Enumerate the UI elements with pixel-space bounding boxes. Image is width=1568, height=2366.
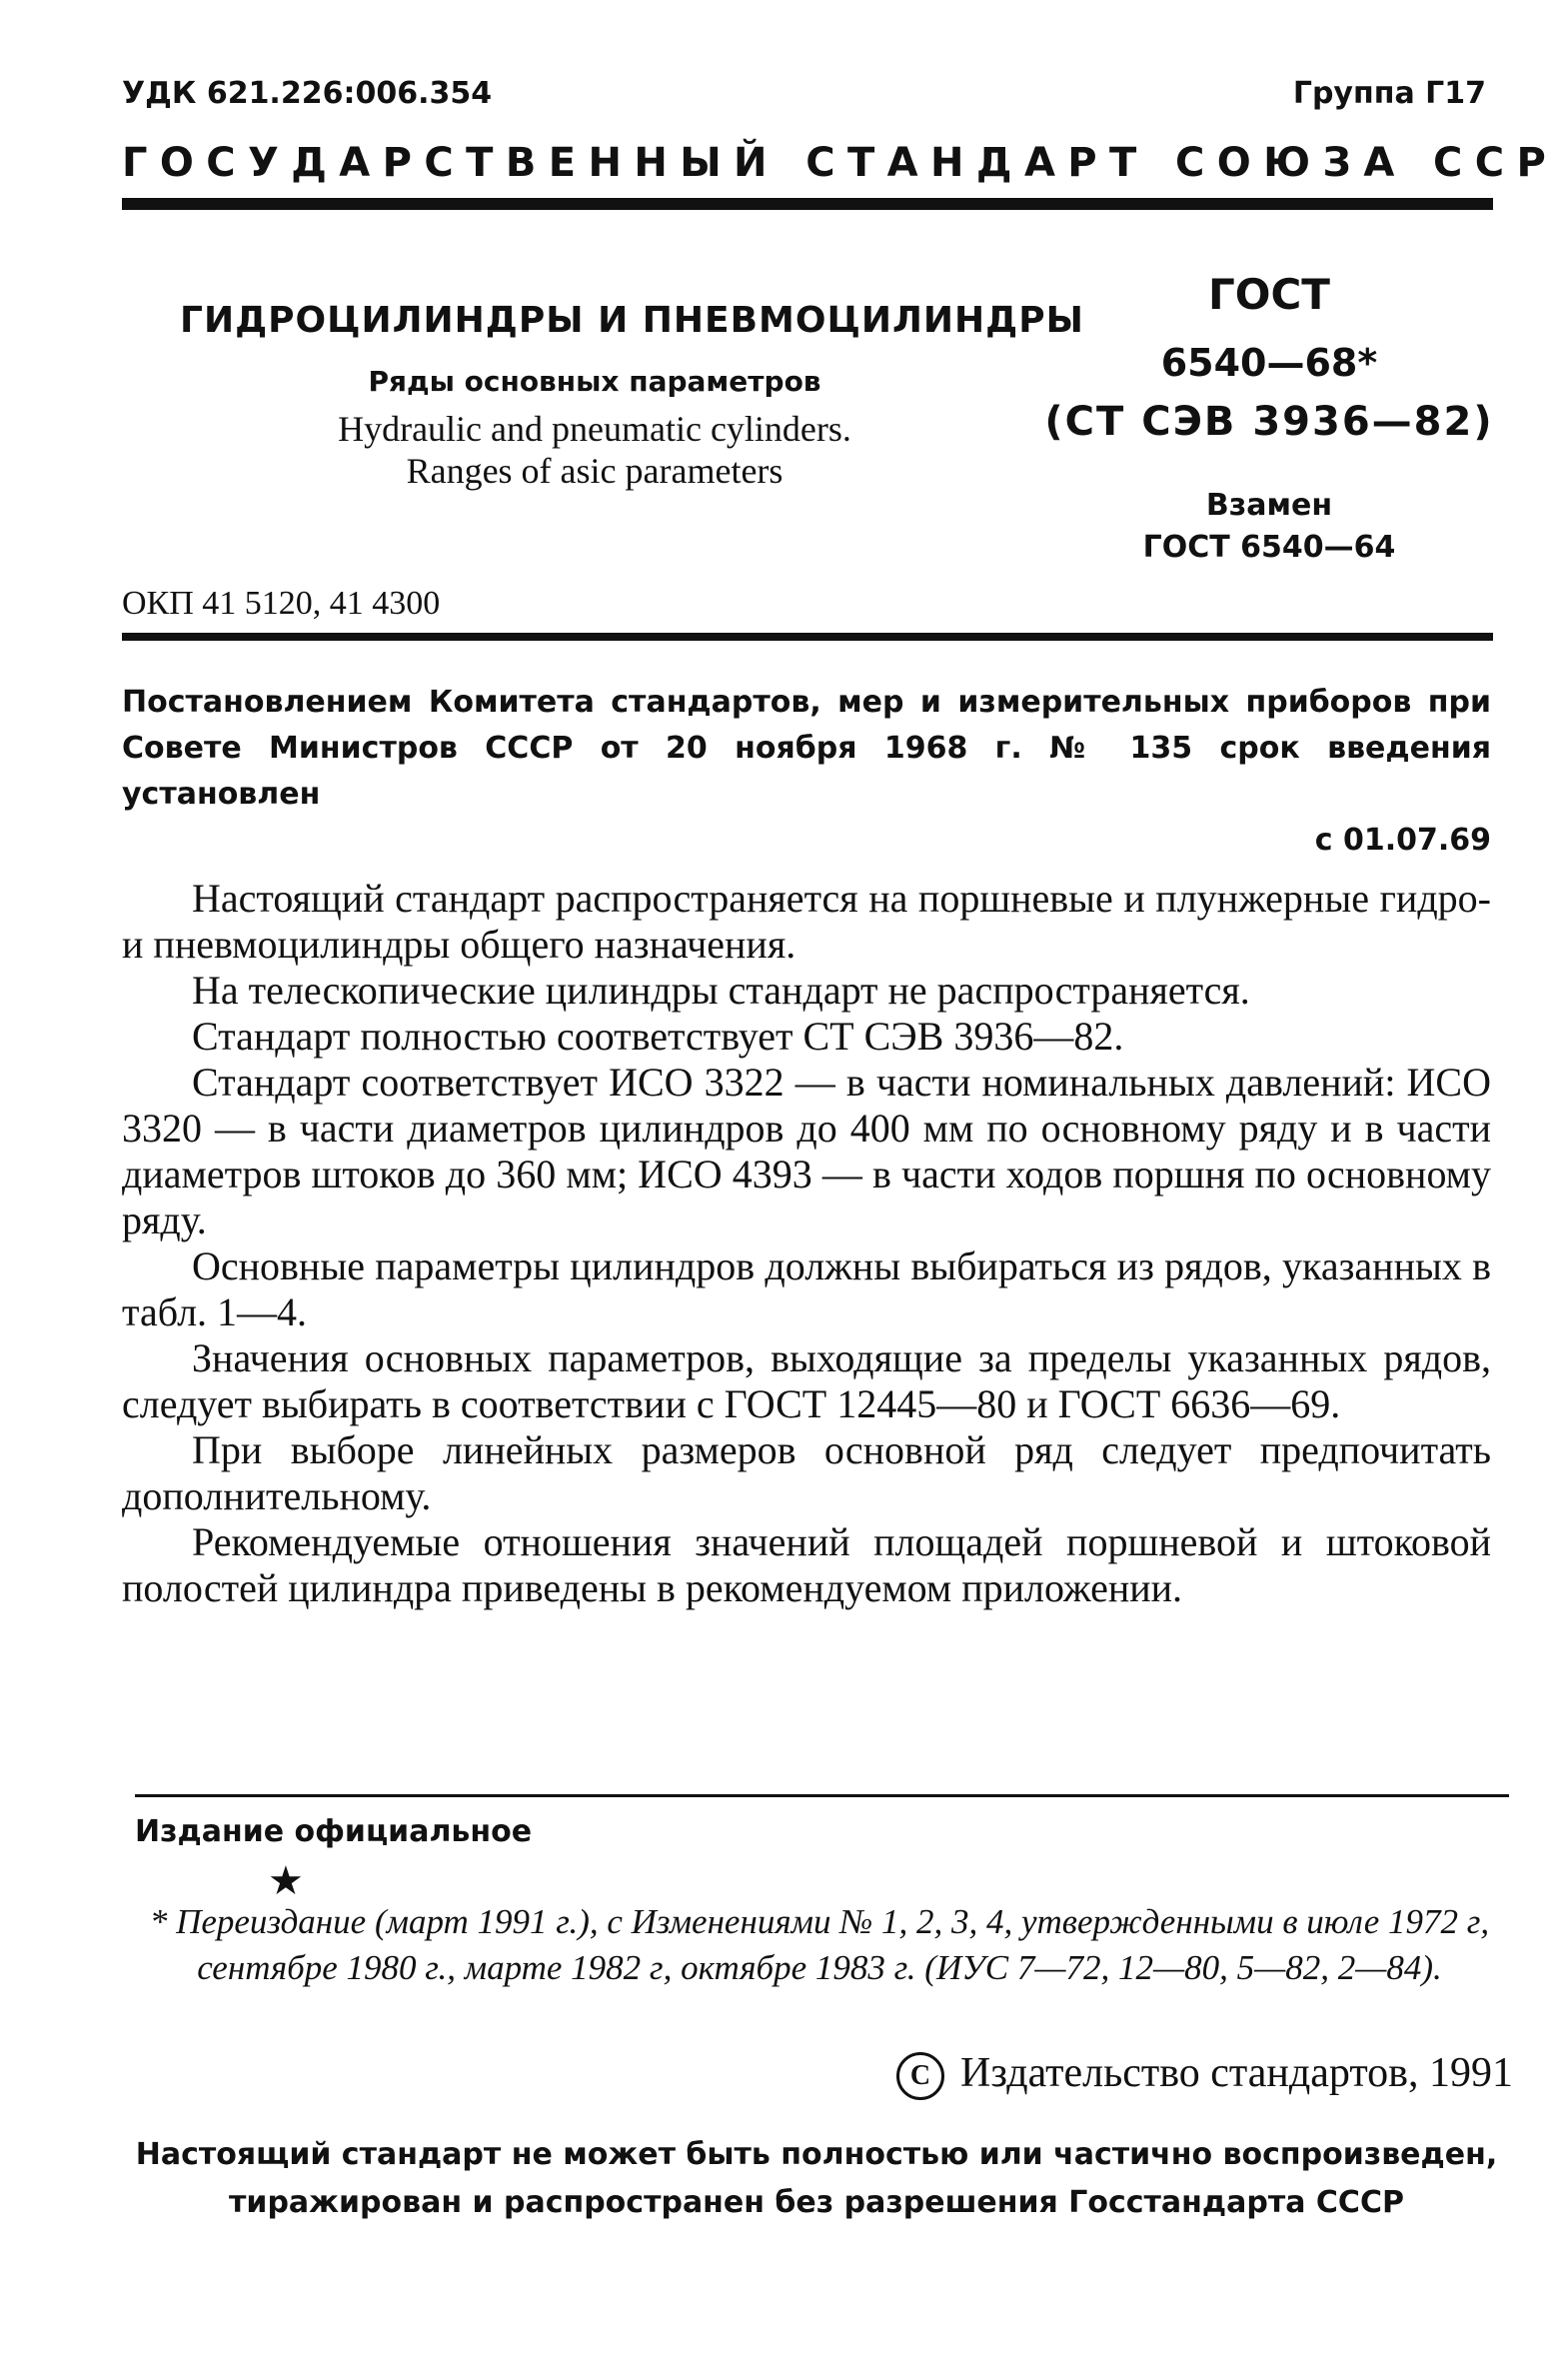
designation-block — [1039, 270, 1499, 569]
reproduction-notice: Настоящий стандарт не может быть полностью или частично воспроизведен, тиражирован и распространен без разрешения Госстандарта СССР — [135, 2137, 1498, 2220]
decree-text: Постановлением Комитета стандартов, мер и измерительных приборов при Совете Министров СССР от 20 ноября 1968 г. № 135 срок введения установлен — [122, 685, 1491, 812]
udk-code: УДК 621.226:006.354 — [122, 76, 493, 111]
gost-label: ГОСТ — [1208, 270, 1330, 319]
title-en-line2: Ranges of аsic parameters — [406, 451, 784, 491]
title-ru-sub: Ряды основных параметров — [368, 365, 821, 398]
title-ru-main: ГИДРОЦИЛИНДРЫ И ПНЕВМОЦИЛИНДРЫ — [180, 300, 1084, 341]
body-paragraph: При выборе линейных размеров основной ряд следует предпочитать дополнительному. — [122, 1427, 1491, 1518]
decree-date: с 01.07.69 — [1314, 823, 1491, 858]
copyright-text: Издательство стандартов, 1991 — [960, 2050, 1513, 2096]
body-text — [122, 876, 1491, 1611]
body-paragraph: Значения основных параметров, выходящие за пределы указанных рядов, следует выбирать в соответствии с ГОСТ 12445—80 и ГОСТ 6636—69. — [122, 1335, 1491, 1426]
footer-rule — [135, 1794, 1509, 1797]
body-paragraph: Стандарт соответствует ИСО 3322 — в части номинальных давлений: ИСО 3320 — в части диаметров цилиндров до 400 мм по основному ряду и в части диаметров штоков до 360 мм; ИСО 4393 — в части ходов поршня по основному ряду. — [122, 1060, 1491, 1242]
state-standard-text: ГОСУДАРСТВЕННЫЙ СТАНДАРТ СОЮЗА ССР — [122, 140, 1559, 186]
body-paragraph: Рекомендуемые отношения значений площадей поршневой и штоковой полостей цилиндра приведены в рекомендуемом приложении. — [122, 1519, 1491, 1610]
body-paragraph: Основные параметры цилиндров должны выбираться из рядов, указанных в табл. 1—4. — [122, 1243, 1491, 1334]
copyright-icon: С — [896, 2052, 944, 2100]
gost-number: 6540—68* — [1160, 341, 1378, 385]
title-block — [180, 300, 1084, 492]
body-paragraph: Настоящий стандарт распространяется на поршневые и плунжерные гидро- и пневмоцилиндры общего назначения. — [122, 876, 1491, 967]
title-en-line1: Hydraulic and pneumatic cylinders. — [338, 409, 851, 449]
star-icon: ★ — [268, 1858, 304, 1903]
header-rule — [122, 198, 1493, 210]
body-paragraph: На телескопические цилиндры стандарт не распространяется. — [192, 968, 1250, 1013]
replaces-number: ГОСТ 6540—64 — [1142, 530, 1396, 565]
replaces-label: Взамен — [1205, 488, 1333, 523]
state-standard-heading — [122, 140, 1559, 186]
edition-label: Издание официальное — [135, 1814, 533, 1849]
group-code: Группа Г17 — [1292, 76, 1486, 111]
okp-code: ОКП 41 5120, 41 4300 — [122, 585, 441, 622]
decree-block — [122, 680, 1491, 864]
copyright-line — [896, 2049, 1513, 2100]
sev-number: (СТ СЭВ 3936—82) — [1044, 399, 1494, 445]
title-rule — [122, 633, 1493, 641]
body-paragraph: Стандарт полностью соответствует СТ СЭВ 3936—82. — [192, 1014, 1124, 1059]
reprint-note: * Переиздание (март 1991 г.), с Изменениями № 1, 2, 3, 4, утвержденными в июле 1972 г, сентябре 1980 г., марте 1982 г, октябре 1983 г. (ИУС 7—72, 12—80, 5—82, 2—84). — [149, 1902, 1490, 1987]
